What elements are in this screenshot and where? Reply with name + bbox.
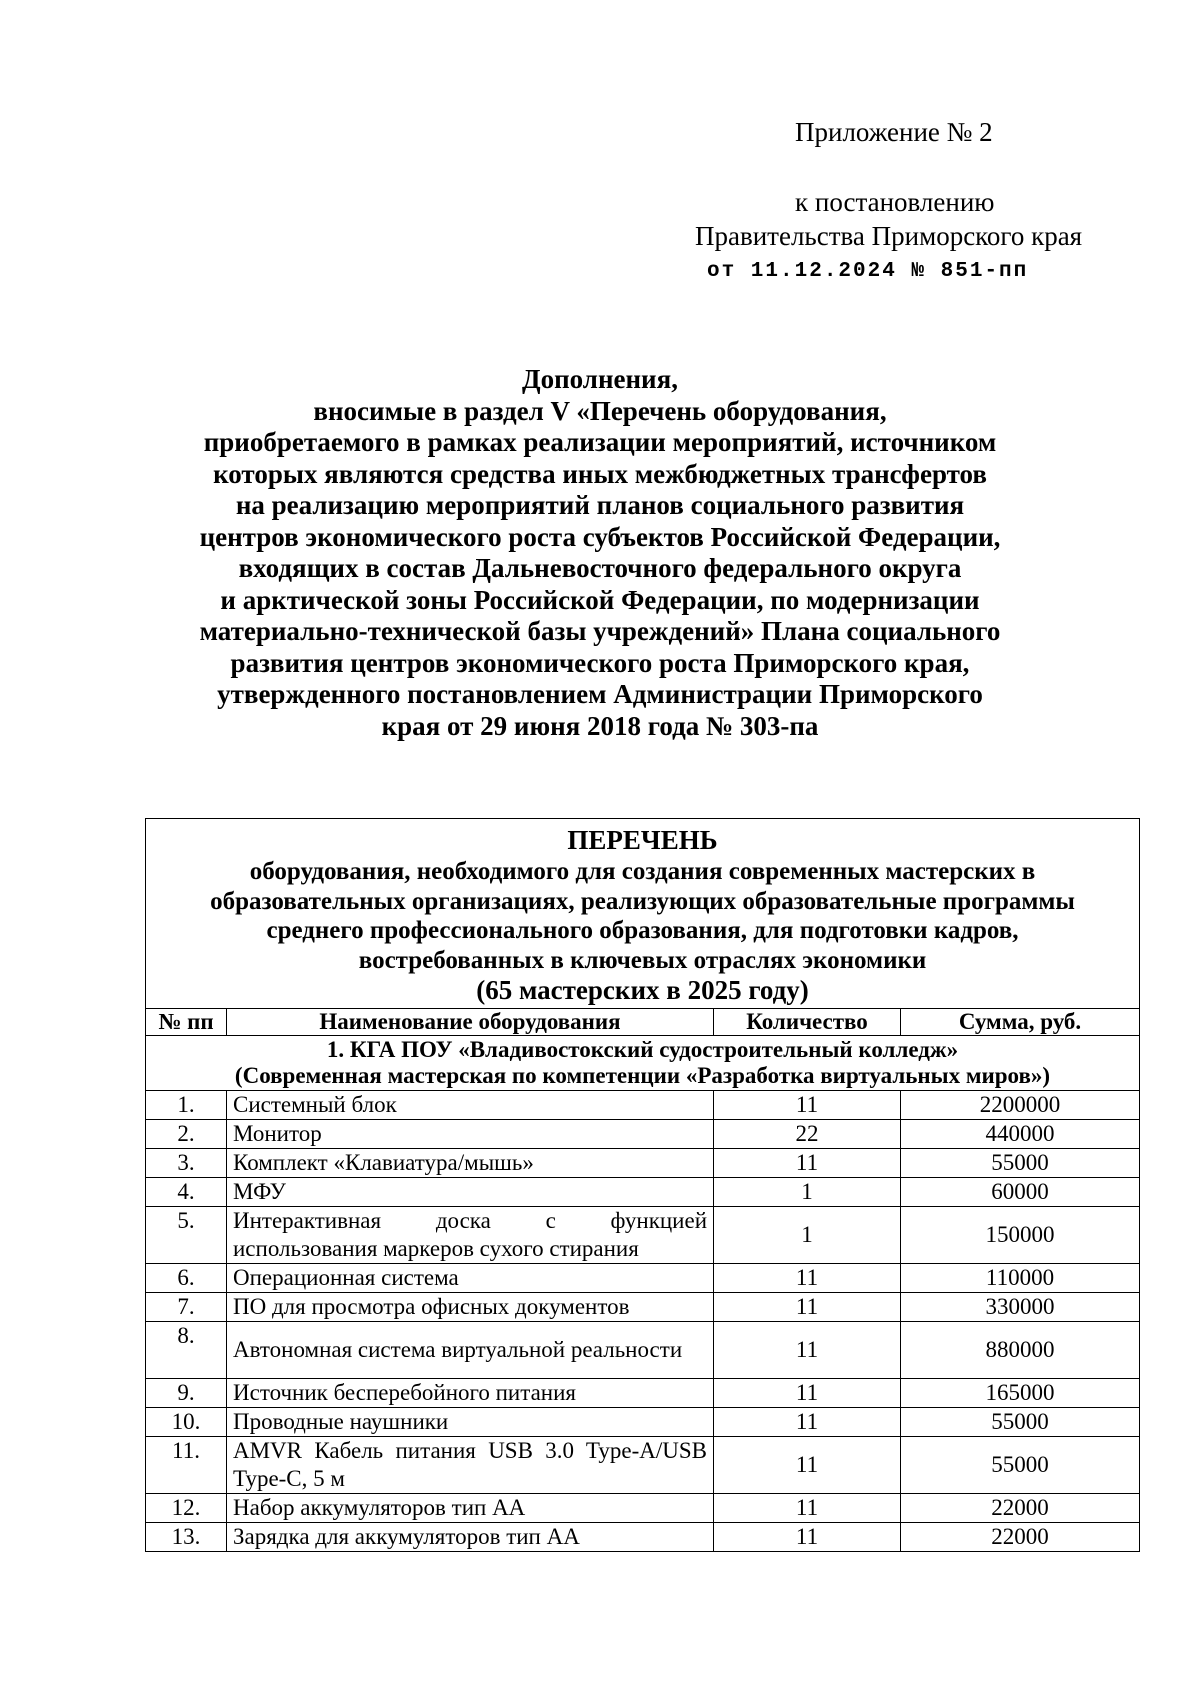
row-sum: 150000 bbox=[901, 1207, 1140, 1264]
row-qty: 22 bbox=[714, 1120, 901, 1149]
row-name: Операционная система bbox=[227, 1264, 714, 1293]
row-num: 11. bbox=[146, 1437, 227, 1494]
row-qty: 11 bbox=[714, 1264, 901, 1293]
row-name: Монитор bbox=[227, 1120, 714, 1149]
heading-line: приобретаемого в рамках реализации мероприятий, источником bbox=[203, 427, 997, 457]
table-row bbox=[146, 1178, 1140, 1207]
row-qty: 11 bbox=[714, 1322, 901, 1379]
table-row bbox=[146, 1207, 1140, 1264]
row-num: 6. bbox=[146, 1264, 227, 1293]
caption-line: образовательных организациях, реализующих образовательные программы bbox=[210, 887, 1075, 915]
row-sum: 165000 bbox=[901, 1379, 1140, 1408]
table-row bbox=[146, 1408, 1140, 1437]
row-name: Интерактивная доска с функцией использования маркеров сухого стирания bbox=[227, 1207, 714, 1264]
row-name: Проводные наушники bbox=[227, 1408, 714, 1437]
heading-line: которых являются средства иных межбюджетных трансфертов bbox=[213, 458, 987, 489]
table-header-row bbox=[146, 1009, 1140, 1036]
section-title bbox=[146, 1036, 1140, 1091]
table-row bbox=[146, 1091, 1140, 1120]
document-heading bbox=[140, 364, 1060, 742]
row-num: 9. bbox=[146, 1379, 227, 1408]
row-qty: 11 bbox=[714, 1149, 901, 1178]
table-row bbox=[146, 1437, 1140, 1494]
table-row bbox=[146, 1149, 1140, 1178]
heading-line: центров экономического роста субъектов Российской Федерации, bbox=[199, 521, 1001, 552]
appendix-to-resolution: к постановлению bbox=[795, 187, 995, 217]
heading-line: края от 29 июня 2018 года № 303-па bbox=[381, 710, 819, 741]
table-row bbox=[146, 1523, 1140, 1552]
row-sum: 55000 bbox=[901, 1408, 1140, 1437]
header-sum: Сумма, руб. bbox=[901, 1009, 1140, 1036]
row-sum: 22000 bbox=[901, 1494, 1140, 1523]
row-num: 1. bbox=[146, 1091, 227, 1120]
row-num: 12. bbox=[146, 1494, 227, 1523]
equipment-table bbox=[145, 818, 1140, 1552]
row-num: 7. bbox=[146, 1293, 227, 1322]
row-sum: 2200000 bbox=[901, 1091, 1140, 1120]
row-qty: 1 bbox=[714, 1207, 901, 1264]
row-qty: 11 bbox=[714, 1437, 901, 1494]
row-sum: 55000 bbox=[901, 1437, 1140, 1494]
row-name: AMVR Кабель питания USB 3.0 Type-A/USB Type-C, 5 м bbox=[227, 1437, 714, 1494]
table-row bbox=[146, 1264, 1140, 1293]
row-qty: 11 bbox=[714, 1523, 901, 1552]
row-name: Набор аккумуляторов тип АА bbox=[227, 1494, 714, 1523]
section-row bbox=[146, 1036, 1140, 1091]
row-qty: 11 bbox=[714, 1408, 901, 1437]
caption-title: ПЕРЕЧЕНЬ bbox=[567, 825, 718, 855]
row-qty: 11 bbox=[714, 1293, 901, 1322]
row-name: ПО для просмотра офисных документов bbox=[227, 1293, 714, 1322]
row-name: Зарядка для аккумуляторов тип АА bbox=[227, 1523, 714, 1552]
table-row bbox=[146, 1322, 1140, 1379]
header-name: Наименование оборудования bbox=[227, 1009, 714, 1036]
appendix-title: Приложение № 2 bbox=[795, 117, 993, 147]
row-sum: 440000 bbox=[901, 1120, 1140, 1149]
row-num: 13. bbox=[146, 1523, 227, 1552]
row-name: Автономная система виртуальной реальности bbox=[227, 1322, 714, 1379]
heading-line: Дополнения, bbox=[522, 364, 678, 394]
row-num: 5. bbox=[146, 1207, 227, 1264]
heading-line: развития центров экономического роста Приморского края, bbox=[230, 647, 970, 678]
table-row bbox=[146, 1120, 1140, 1149]
row-sum: 330000 bbox=[901, 1293, 1140, 1322]
row-sum: 55000 bbox=[901, 1149, 1140, 1178]
table-row bbox=[146, 1494, 1140, 1523]
heading-line: на реализацию мероприятий планов социального развития bbox=[235, 490, 965, 520]
section-line-2: (Современная мастерская по компетенции «Разработка виртуальных миров») bbox=[234, 1063, 1051, 1088]
appendix-government: Правительства Приморского края bbox=[695, 221, 1083, 251]
heading-line: материально-технической базы учреждений» Плана социального bbox=[199, 616, 1001, 646]
row-sum: 60000 bbox=[901, 1178, 1140, 1207]
row-num: 4. bbox=[146, 1178, 227, 1207]
heading-line: и арктической зоны Российской Федерации, по модернизации bbox=[220, 584, 980, 615]
section-line-1: 1. КГА ПОУ «Владивостокский судостроительный колледж» bbox=[326, 1037, 959, 1062]
row-num: 10. bbox=[146, 1408, 227, 1437]
row-name: Комплект «Клавиатура/мышь» bbox=[227, 1149, 714, 1178]
appendix-date-number: от 11.12.2024 № 851-пп bbox=[707, 260, 1029, 283]
row-name: МФУ bbox=[227, 1178, 714, 1207]
heading-line: вносимые в раздел V «Перечень оборудования, bbox=[313, 395, 887, 426]
row-qty: 11 bbox=[714, 1494, 901, 1523]
header-qty: Количество bbox=[714, 1009, 901, 1036]
caption-line: востребованных в ключевых отраслях экономики bbox=[358, 946, 927, 974]
header-num: № пп bbox=[146, 1009, 227, 1036]
row-qty: 1 bbox=[714, 1178, 901, 1207]
table-row bbox=[146, 1379, 1140, 1408]
row-qty: 11 bbox=[714, 1379, 901, 1408]
row-name: Системный блок bbox=[227, 1091, 714, 1120]
row-qty: 11 bbox=[714, 1091, 901, 1120]
caption-line: среднего профессионального образования, для подготовки кадров, bbox=[266, 917, 1019, 944]
table-row bbox=[146, 1293, 1140, 1322]
row-sum: 880000 bbox=[901, 1322, 1140, 1379]
row-sum: 110000 bbox=[901, 1264, 1140, 1293]
row-sum: 22000 bbox=[901, 1523, 1140, 1552]
heading-line: утвержденного постановлением Администрации Приморского bbox=[217, 679, 983, 709]
table-caption bbox=[146, 819, 1140, 1009]
caption-line: оборудования, необходимого для создания современных мастерских в bbox=[249, 858, 1036, 885]
heading-line: входящих в состав Дальневосточного федерального округа bbox=[238, 553, 962, 583]
caption-count: (65 мастерских в 2025 году) bbox=[476, 975, 809, 1005]
row-num: 2. bbox=[146, 1120, 227, 1149]
row-num: 3. bbox=[146, 1149, 227, 1178]
row-num: 8. bbox=[146, 1322, 227, 1379]
row-name: Источник бесперебойного питания bbox=[227, 1379, 714, 1408]
